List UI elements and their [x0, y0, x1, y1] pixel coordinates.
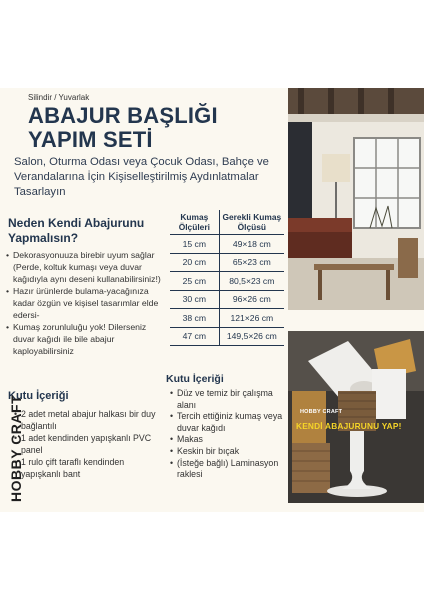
list-item: • 1 rulo çift taraflı kendinden yapışkanlı bant	[14, 456, 166, 480]
table-row	[170, 327, 284, 346]
table-cell: 49×18 cm	[219, 235, 284, 254]
list-item: • Kumaş zorunluluğu yok! Dilerseniz duvar kağıdı ile bile abajur kaployabilirsiniz	[6, 321, 166, 357]
brand-small-label: HOBBY CRAFT	[300, 409, 343, 415]
promo-banner: KENDİ ABAJURUNU YAP!	[296, 421, 402, 431]
table-cell: 149,5×26 cm	[219, 327, 284, 346]
category-label: Silindir / Yuvarlak	[28, 93, 90, 102]
table-cell: 25 cm	[170, 272, 219, 291]
product-card	[0, 88, 424, 512]
table-cell: 47 cm	[170, 327, 219, 346]
table-cell: 121×26 cm	[219, 309, 284, 328]
table-header: Gerekli Kumaş Ölçüsü	[219, 210, 284, 235]
table-cell: 30 cm	[170, 290, 219, 309]
list-item: • 2 adet metal abajur halkası bir duy bağlantılı	[14, 408, 166, 432]
table-row	[170, 253, 284, 272]
why-title: Neden Kendi Abajurunu Yapmalısın?	[8, 216, 145, 245]
list-item: • Keskin bir bıçak	[170, 446, 285, 458]
table-cell: 38 cm	[170, 309, 219, 328]
size-table	[170, 210, 284, 346]
table-cell: 65×23 cm	[219, 253, 284, 272]
table-row	[170, 235, 284, 254]
list-item: • Tercih ettiğiniz kumaş veya duvar kağıdı	[170, 411, 285, 434]
list-item: • Düz ve temiz bir çalışma alanı	[170, 388, 285, 411]
table-cell: 15 cm	[170, 235, 219, 254]
kit-contents-title: Kutu İçeriği	[8, 390, 69, 402]
tools-list	[170, 388, 285, 481]
table-header: Kumaş Ölçüleri	[170, 210, 219, 235]
list-item: • (İsteğe bağlı) Laminasyon raklesi	[170, 458, 285, 481]
list-item: • Hazır ürünlerde bulama-yacağınıza kadar özgün ve kişisel tasarımlar elde edersi-	[6, 285, 166, 321]
room-photo	[288, 88, 424, 310]
lamps-illustration	[288, 331, 424, 503]
list-item: • 1 adet kendinden yapışkanlı PVC panel	[14, 432, 166, 456]
table-row	[170, 290, 284, 309]
table-cell: 20 cm	[170, 253, 219, 272]
table-row	[170, 272, 284, 291]
list-item: • Dekorasyonuuza birebir uyum sağlar (Perde, koltuk kumaşı veya duvar kağıdıyla aynı deseni kullanabilirsiniz!)	[6, 249, 166, 285]
list-item: • Makas	[170, 434, 285, 446]
table-cell: 96×26 cm	[219, 290, 284, 309]
brand-logo: HOBBY CRAFT	[8, 394, 24, 502]
table-row	[170, 309, 284, 328]
lamp-photo	[288, 331, 424, 503]
page-title: ABAJUR BAŞLIĞI YAPIM SETİ	[28, 103, 218, 152]
kit-contents-list	[14, 408, 166, 480]
room-illustration	[288, 88, 424, 310]
tools-title: Kutu İçeriği	[166, 373, 224, 385]
intro-text: Salon, Oturma Odası veya Çocuk Odası, Bahçe ve Verandalarına İçin Kişiselleştirilmiş Aydınlatmalar Tasarlayın	[14, 156, 269, 198]
why-list	[6, 249, 166, 357]
table-cell: 80,5×23 cm	[219, 272, 284, 291]
